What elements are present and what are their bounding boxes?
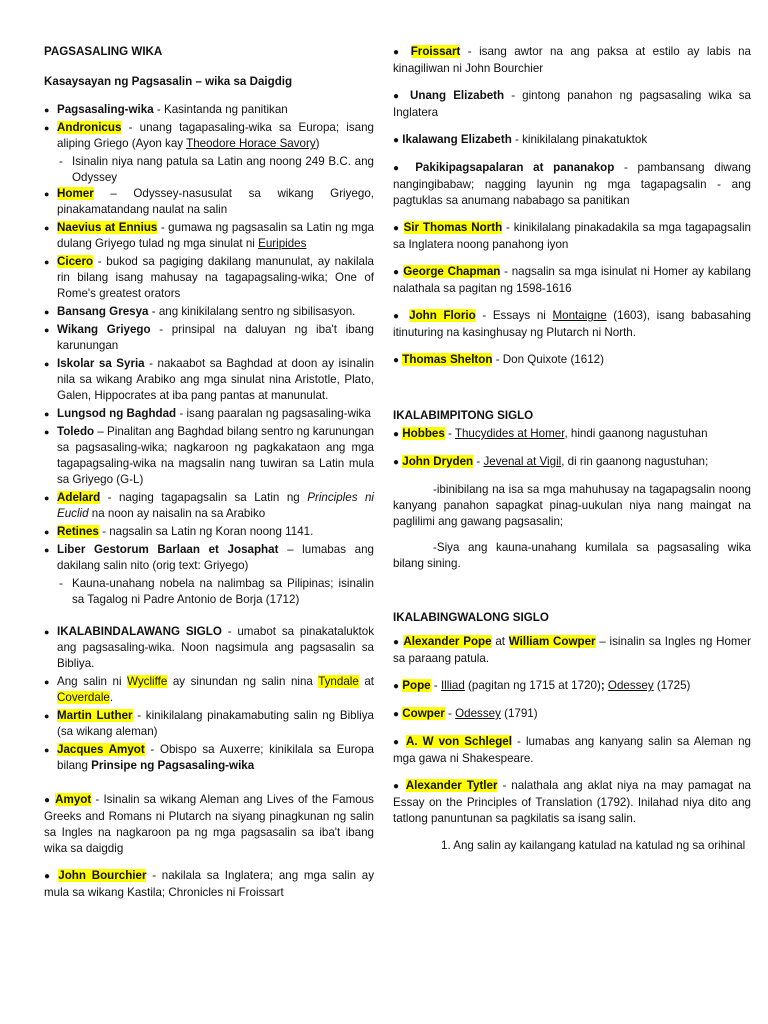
paragraph: ● Alexander Pope at William Cowper – isinalin sa Ingles ng Homer sa paraang patula. [393,635,751,665]
paragraph: ● Ikalawang Elizabeth - kinikilalang pinakatuktok [393,133,648,146]
list-item: ● Ang salin ni Wycliffe ay sinundan ng salin nina Tyndale at Coverdale. [44,674,374,706]
paragraph: -ibinibilang na isa sa mga mahuhusay na tagapagsalin noong kanyang panahon sapagkat pinag-uukulan niya nang maingat na paglilimi ang gawang pagsasalin; [393,483,751,528]
list-item: ● Homer – Odyssey-nasusulat sa wikang Griyego, pinakamatandang naulat na salin [44,186,374,218]
paragraph: ● Unang Elizabeth - gintong panahon ng pagsasaling wika sa Inglatera [393,89,752,119]
list-item: ● Naevius at Ennius - gumawa ng pagsasalin sa Latin ng mga dulang Griyego tulad ng mga sinulat ni Euripides [44,220,374,252]
list-item: ● Bansang Gresya - ang kinikilalang sentro ng sibilisasyon. [44,304,374,320]
list-item: ● Iskolar sa Syria - nakaabot sa Baghdad at doon ay isinalin nila sa wikang Arabiko ang mga sinulat nina Aristotle, Plato, Galen, Hippocrates at iba pang pantas at manunulat. [44,356,374,404]
left-column [44,44,374,912]
paragraph: ● George Chapman - nagsalin sa mga isinulat ni Homer ay kabilang nalathala sa pagitan ng 1598-1616 [393,265,752,295]
paragraph: ● Alexander Tytler - nalathala ang aklat niya na may pamagat na Essay on the Principles of Translation (1792). Inilahad niya dito ang tatlong panuntunan sa pagkilatis sa isang salin. [393,779,751,825]
list-item: ● IKALABINDALAWANG SIGLO - umabot sa pinakataluktok ang pagsasaling-wika. Noon nagsimula ang pagsasalin sa Bibliya. [44,624,374,672]
paragraph: ● Amyot - Isinalin sa wikang Aleman ang Lives of the Famous Greeks and Romans ni Plutarch na siyang pinagkunan ng salin sa Ingles na nagkaroon pa ng mga pagsasalin sa iba't ibang wika sa daigdig [44,793,374,855]
paragraph: ● Cowper - Odessey (1791) [393,707,538,720]
list-item: ● Martin Luther - kinikilalang pinakamabuting salin ng Bibliya (sa wikang aleman) [44,708,374,740]
list-item: ● Wikang Griyego - prinsipal na daluyan ng iba't ibang karunungan [44,322,374,354]
history-list [44,186,374,574]
section-heading: IKALABIMPITONG SIGLO [393,409,534,422]
paragraph: ● Sir Thomas North - kinikilalang pinakadakila sa mga tagapagsalin sa Inglatera noong panahong iyon [393,221,751,251]
list-item: ● Pagsasaling-wika - Kasintanda ng panitikan [44,102,374,118]
paragraph: ● John Florio - Essays ni Montaigne (1603), isang babasahing itinuturing na kasinghusay ng Plutarch ni North. [393,309,751,339]
paragraph: ● Froissart - isang awtor na ang paksa at estilo ay labis na kinagiliwan ni John Bourchier [393,45,751,75]
list-item: ● Andronicus - unang tagapasaling-wika sa Europa; isang aliping Griego (Ayon kay Theodore Horace Savory) [44,120,374,152]
list-item: ● Liber Gestorum Barlaan et Josaphat – lumabas ang dakilang salin nito (orig text: Griyego) [44,542,374,574]
section-heading: IKALABINGWALONG SIGLO [393,611,549,624]
sub-item: - Kauna-unahang nobela na nalimbag sa Pilipinas; isinalin sa Tagalog ni Padre Antonio de Borja (1712) [44,576,374,608]
list-item: ● Lungsod ng Baghdad - isang paaralan ng pagsasaling-wika [44,406,374,422]
list-item: ● Toledo – Pinalitan ang Baghdad bilang sentro ng karunungan sa pagsasaling-wika; nagkaroon ng pagkakataon ang mga tagapagsaling-wika na magsalin nang tuwiran sa Latin mula sa Griyego (G-L) [44,424,374,488]
list-item: ● Retines - nagsalin sa Latin ng Koran noong 1141. [44,524,374,540]
history-list [44,102,374,152]
paragraph: ● Thomas Shelton - Don Quixote (1612) [393,353,604,366]
list-item: ● Jacques Amyot - Obispo sa Auxerre; kinikilala sa Europa bilang Prinsipe ng Pagsasaling-wika [44,742,374,774]
paragraph: ● Pope - Illiad (pagitan ng 1715 at 1720); Odessey (1725) [393,679,691,692]
century-list [44,624,374,774]
paragraph: ● John Bourchier - nakilala sa Inglatera; ang mga salin ay mula sa wikang Kastila; Chronicles ni Froissart [44,869,374,899]
paragraph: ● John Dryden - Jevenal at Vigil, di rin gaanong nagustuhan; [393,455,709,468]
page-title: PAGSASALING WIKA [44,45,163,58]
list-item: ● Cicero - bukod sa pagiging dakilang manunulat, ay nakilala rin bilang isang mahusay na tagapagsaling-wika; One of Rome's greatest orators [44,254,374,302]
list-item: ● Adelard - naging tagapagsalin sa Latin ng Principles ni Euclid na noon ay naisalin na sa Arabiko [44,490,374,522]
section-subtitle: Kasaysayan ng Pagsasalin – wika sa Daigdig [44,75,293,88]
paragraph: ● A. W von Schlegel - lumabas ang kanyang salin sa Aleman ng mga gawa ni Shakespeare. [393,735,751,765]
paragraph: ● Hobbes - Thucydides at Homer, hindi gaanong nagustuhan [393,427,708,440]
right-column [393,44,751,854]
sub-item: - Isinalin niya nang patula sa Latin ang noong 249 B.C. ang Odyssey [44,154,374,186]
paragraph: ● Pakikipagsapalaran at pananakop - pambansang diwang nangingibabaw; nagging layunin ng mga tagapagsalin - ang pagtuklas sa anumang nababago sa panitikan [393,161,751,207]
numbered-item: 1. Ang salin ay kailangang katulad na katulad ng sa orihinal [441,839,746,852]
paragraph: -Siya ang kauna-unahang kumilala sa pagsasaling wika bilang sining. [393,541,751,570]
